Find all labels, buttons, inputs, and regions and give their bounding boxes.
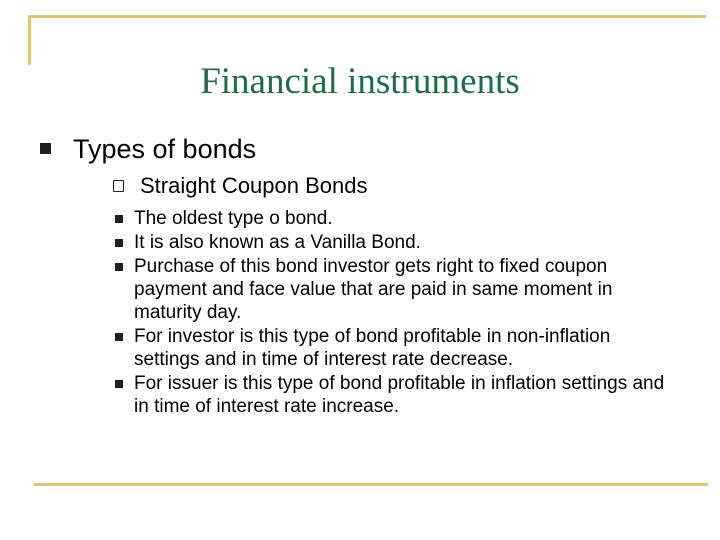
list-item [112, 231, 672, 254]
list-item-text: The oldest type o bond. [134, 208, 333, 229]
level1-heading: Types of bonds [73, 134, 257, 164]
list-item-text: For investor is this type of bond profitable in non-inflation settings and in time of interest rate decrease. [134, 326, 611, 370]
square-bullet-icon [115, 333, 123, 341]
square-bullet-icon [115, 263, 123, 271]
hollow-square-bullet-icon [113, 180, 124, 192]
square-bullet-icon [115, 239, 123, 247]
list-item-text: It is also known as a Vanilla Bond. [134, 232, 421, 253]
list-item [112, 207, 672, 230]
square-bullet-icon [115, 380, 123, 388]
list-item-text: Purchase of this bond investor gets right to fixed coupon payment and face value that are paid in same moment in maturity day. [134, 256, 613, 323]
list-item [112, 372, 672, 418]
bottom-rule [34, 483, 708, 486]
square-bullet-icon [40, 143, 51, 154]
list-item-text: For issuer is this type of bond profitable in inflation settings and in time of interest rate increase. [134, 373, 665, 417]
slide-title: Financial instruments [200, 61, 520, 102]
top-rule [28, 15, 706, 18]
list-item [112, 255, 672, 324]
list-item [112, 325, 672, 371]
level2-heading: Straight Coupon Bonds [140, 173, 368, 198]
left-rule [28, 15, 31, 65]
square-bullet-icon [115, 215, 123, 223]
bullet-list [112, 207, 672, 418]
